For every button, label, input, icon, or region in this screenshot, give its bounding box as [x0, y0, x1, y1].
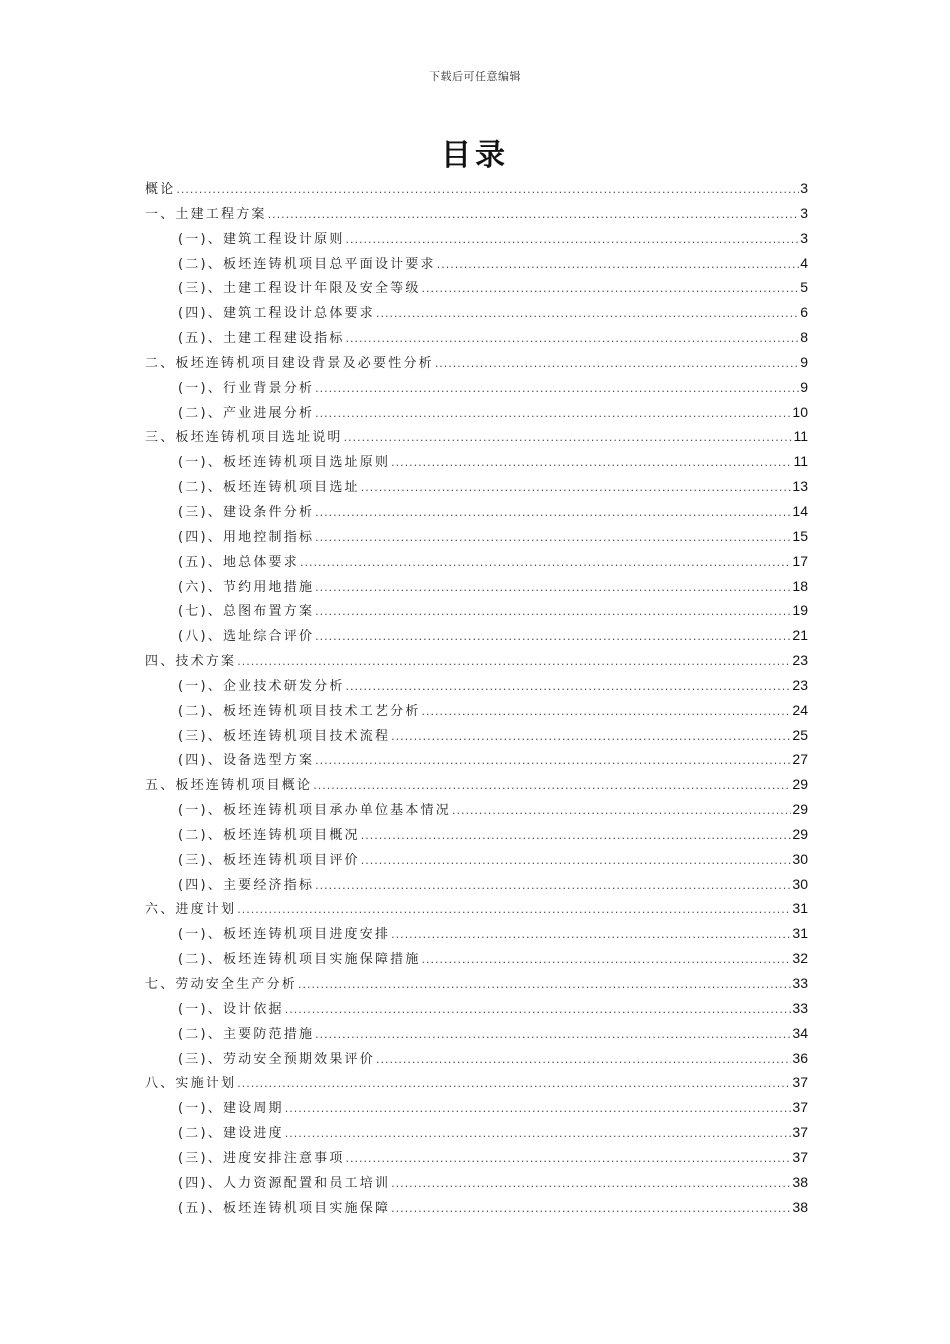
toc-entry-title: 八、实施计划 [145, 1076, 237, 1092]
toc-dot-leader [376, 1048, 791, 1073]
toc-entry-title: (四)、人力资源配置和员工培训 [178, 1175, 391, 1191]
toc-chapter-entry[interactable] [145, 971, 808, 996]
toc-entry-title: (二)、建设进度 [178, 1126, 284, 1142]
toc-entry-title: (五)、土建工程建设指标 [178, 331, 345, 347]
toc-page-number: 33 [792, 975, 808, 991]
toc-page-number: 29 [792, 776, 808, 793]
toc-entry-title: 六、进度计划 [145, 902, 237, 918]
toc-dot-leader [176, 178, 799, 203]
toc-entry-title: (一)、板坯连铸机项目承办单位基本情况 [178, 803, 451, 819]
toc-entry-title: 七、劳动安全生产分析 [145, 977, 298, 992]
toc-section-entry[interactable] [145, 797, 808, 822]
toc-section-entry[interactable] [145, 400, 808, 425]
toc-dot-leader [346, 228, 800, 253]
toc-dot-leader [391, 725, 791, 750]
toc-section-entry[interactable] [145, 996, 808, 1021]
toc-dot-leader [315, 625, 791, 650]
toc-chapter-entry[interactable] [145, 424, 808, 449]
toc-section-entry[interactable] [145, 921, 808, 946]
toc-entry-title: (七)、总图布置方案 [178, 604, 315, 620]
toc-dot-leader [237, 898, 791, 923]
toc-entry-title: (三)、板坯连铸机项目技术流程 [178, 728, 391, 744]
toc-page-number: 32 [792, 950, 808, 967]
toc-entry-title: (三)、劳动安全预期效果评价 [178, 1051, 375, 1067]
page-title: 目录 [441, 138, 509, 173]
toc-dot-leader [285, 1122, 792, 1147]
toc-dot-leader [237, 1072, 791, 1097]
toc-page-number: 9 [800, 378, 808, 395]
toc-entry-title: (一)、建筑工程设计原则 [178, 231, 345, 247]
toc-section-entry[interactable] [145, 698, 808, 723]
toc-dot-leader [346, 675, 792, 700]
toc-page-number: 30 [792, 875, 808, 892]
toc-page-number: 27 [792, 751, 808, 768]
toc-page-number: 37 [792, 1148, 808, 1165]
toc-dot-leader [285, 998, 792, 1023]
toc-entry-title: (二)、产业进展分析 [178, 405, 315, 421]
toc-entry-title: (一)、板坯连铸机项目选址原则 [178, 455, 391, 471]
toc-dot-leader [361, 476, 792, 501]
toc-dot-leader [315, 402, 791, 427]
toc-entry-title: (三)、板坯连铸机项目评价 [178, 852, 360, 868]
toc-page-number: 21 [792, 627, 808, 644]
toc-section-entry[interactable] [145, 325, 808, 350]
toc-entry-title: (四)、用地控制指标 [178, 529, 315, 545]
toc-dot-leader [315, 1023, 791, 1048]
toc-dot-leader [344, 426, 793, 451]
toc-entry-title: (四)、设备选型方案 [178, 753, 315, 769]
toc-page-number: 37 [792, 1124, 808, 1141]
toc-chapter-entry[interactable] [145, 772, 808, 797]
toc-dot-leader [268, 203, 800, 228]
toc-entry-title: (四)、建筑工程设计总体要求 [178, 306, 375, 322]
toc-chapter-entry[interactable] [145, 648, 808, 673]
toc-page-number: 29 [792, 825, 808, 842]
toc-section-entry[interactable] [145, 524, 808, 549]
toc-dot-leader [391, 1172, 791, 1197]
toc-entry-title: (一)、设计依据 [178, 1001, 284, 1017]
toc-entry-title: (三)、进度安排注意事项 [178, 1150, 345, 1166]
toc-page-number: 15 [792, 527, 808, 544]
toc-entry-title: 概论 [145, 182, 176, 197]
toc-dot-leader [452, 799, 791, 824]
toc-dot-leader [422, 700, 792, 725]
toc-entry-title: 五、板坯连铸机项目概论 [145, 778, 313, 794]
toc-chapter-entry[interactable] [145, 896, 808, 921]
toc-section-entry[interactable] [145, 872, 808, 897]
toc-section-entry[interactable] [145, 375, 808, 400]
toc-page-number: 5 [800, 279, 808, 296]
toc-section-entry[interactable] [145, 499, 808, 524]
toc-entry-title: (二)、板坯连铸机项目选址 [178, 480, 360, 496]
toc-dot-leader [315, 600, 791, 625]
toc-entry-title: (一)、板坯连铸机项目进度安排 [178, 927, 391, 943]
toc-section-entry[interactable] [145, 226, 808, 251]
toc-section-entry[interactable] [145, 449, 808, 474]
toc-section-entry[interactable] [145, 847, 808, 872]
toc-entry-title: (三)、建设条件分析 [178, 504, 315, 520]
toc-page-number: 6 [800, 304, 808, 321]
toc-page-number: 11 [793, 428, 808, 445]
toc-page-number: 19 [792, 602, 808, 619]
toc-dot-leader [391, 1197, 791, 1222]
toc-page-number: 18 [792, 577, 808, 594]
toc-entry-title: (八)、选址综合评价 [178, 629, 315, 645]
toc-dot-leader [313, 774, 791, 799]
toc-dot-leader [376, 302, 799, 327]
toc-page-number: 13 [792, 478, 808, 495]
toc-entry-title: 二、板坯连铸机项目建设背景及必要性分析 [145, 355, 434, 371]
toc-entry-title: (五)、板坯连铸机项目实施保障 [178, 1200, 391, 1216]
toc-section-entry[interactable] [145, 1120, 808, 1145]
toc-page-number: 8 [800, 329, 808, 346]
toc-dot-leader [346, 1147, 792, 1172]
toc-dot-leader [361, 849, 792, 874]
table-of-contents [145, 176, 808, 1219]
toc-entry-title: (二)、板坯连铸机项目总平面设计要求 [178, 256, 436, 272]
toc-entry-title: (二)、主要防范措施 [178, 1026, 315, 1042]
toc-dot-leader [300, 551, 791, 576]
toc-section-entry[interactable] [145, 474, 808, 499]
toc-entry-title: (二)、板坯连铸机项目概况 [178, 827, 360, 843]
toc-entry-title: (五)、地总体要求 [178, 554, 299, 570]
toc-dot-leader [285, 1097, 792, 1122]
toc-page-number: 29 [792, 801, 808, 818]
toc-page-number: 37 [792, 1074, 808, 1091]
toc-page-number: 31 [792, 925, 808, 942]
toc-dot-leader [315, 501, 791, 526]
toc-dot-leader [315, 526, 791, 551]
toc-page-number: 4 [800, 254, 808, 271]
toc-dot-leader [391, 923, 791, 948]
toc-section-entry[interactable] [145, 1170, 808, 1195]
toc-page-number: 23 [792, 652, 808, 669]
toc-chapter-entry[interactable] [145, 176, 808, 201]
toc-page-number: 9 [800, 353, 808, 370]
toc-section-entry[interactable] [145, 1021, 808, 1046]
toc-dot-leader [315, 749, 791, 774]
toc-section-entry[interactable] [145, 1145, 808, 1170]
toc-chapter-entry[interactable] [145, 201, 808, 226]
toc-page-number: 38 [792, 1173, 808, 1190]
toc-page-number: 30 [792, 850, 808, 867]
toc-dot-leader [315, 576, 791, 601]
toc-dot-leader [422, 277, 800, 302]
toc-section-entry[interactable] [145, 1046, 808, 1071]
header-note: 下载后可任意编辑 [429, 70, 521, 83]
toc-chapter-entry[interactable] [145, 350, 808, 375]
toc-page-number: 34 [792, 1024, 808, 1041]
toc-entry-title: (三)、土建工程设计年限及安全等级 [178, 281, 421, 297]
toc-section-entry[interactable] [145, 747, 808, 772]
toc-section-entry[interactable] [145, 822, 808, 847]
toc-entry-title: 三、板坯连铸机项目选址说明 [145, 430, 343, 446]
toc-page-number: 14 [792, 502, 808, 519]
toc-page-number: 38 [792, 1198, 808, 1215]
toc-dot-leader [422, 948, 792, 973]
toc-page-number: 10 [792, 403, 808, 420]
toc-section-entry[interactable] [145, 1095, 808, 1120]
toc-section-entry[interactable] [145, 549, 808, 574]
toc-page-number: 36 [792, 1049, 808, 1066]
toc-entry-title: (一)、行业背景分析 [178, 380, 315, 396]
toc-section-entry[interactable] [145, 251, 808, 276]
toc-dot-leader [315, 377, 799, 402]
toc-dot-leader [391, 451, 792, 476]
toc-entry-title: (二)、板坯连铸机项目实施保障措施 [178, 952, 421, 968]
toc-chapter-entry[interactable] [145, 1070, 808, 1095]
toc-entry-title: (一)、建设周期 [178, 1101, 284, 1117]
toc-dot-leader [346, 327, 800, 352]
toc-section-entry[interactable] [145, 673, 808, 698]
toc-dot-leader [361, 824, 792, 849]
toc-page-number: 25 [792, 726, 808, 743]
toc-page-number: 23 [792, 676, 808, 693]
toc-page-number: 11 [793, 453, 808, 470]
toc-section-entry[interactable] [145, 275, 808, 300]
toc-entry-title: (二)、板坯连铸机项目技术工艺分析 [178, 703, 421, 719]
toc-entry-title: (一)、企业技术研发分析 [178, 678, 345, 694]
toc-entry-title: (四)、主要经济指标 [178, 877, 315, 893]
toc-entry-title: (六)、节约用地措施 [178, 579, 315, 595]
toc-entry-title: 四、技术方案 [145, 654, 237, 670]
toc-entry-title: 一、土建工程方案 [145, 206, 267, 222]
toc-section-entry[interactable] [145, 723, 808, 748]
toc-page-number: 3 [800, 204, 808, 221]
toc-section-entry[interactable] [145, 623, 808, 648]
toc-dot-leader [435, 352, 799, 377]
toc-dot-leader [437, 253, 799, 278]
toc-page-number: 33 [792, 999, 808, 1016]
toc-page-number: 37 [792, 1099, 808, 1116]
toc-section-entry[interactable] [145, 946, 808, 971]
toc-page-number: 24 [792, 701, 808, 718]
toc-dot-leader [315, 874, 791, 899]
toc-dot-leader [237, 650, 791, 675]
toc-dot-leader [298, 973, 791, 998]
toc-section-entry[interactable] [145, 300, 808, 325]
toc-section-entry[interactable] [145, 574, 808, 599]
toc-page-number: 31 [792, 900, 808, 917]
toc-page-number: 17 [792, 552, 808, 569]
toc-section-entry[interactable] [145, 598, 808, 623]
toc-section-entry[interactable] [145, 1195, 808, 1220]
toc-page-number: 3 [800, 180, 808, 196]
toc-page-number: 3 [800, 229, 808, 246]
